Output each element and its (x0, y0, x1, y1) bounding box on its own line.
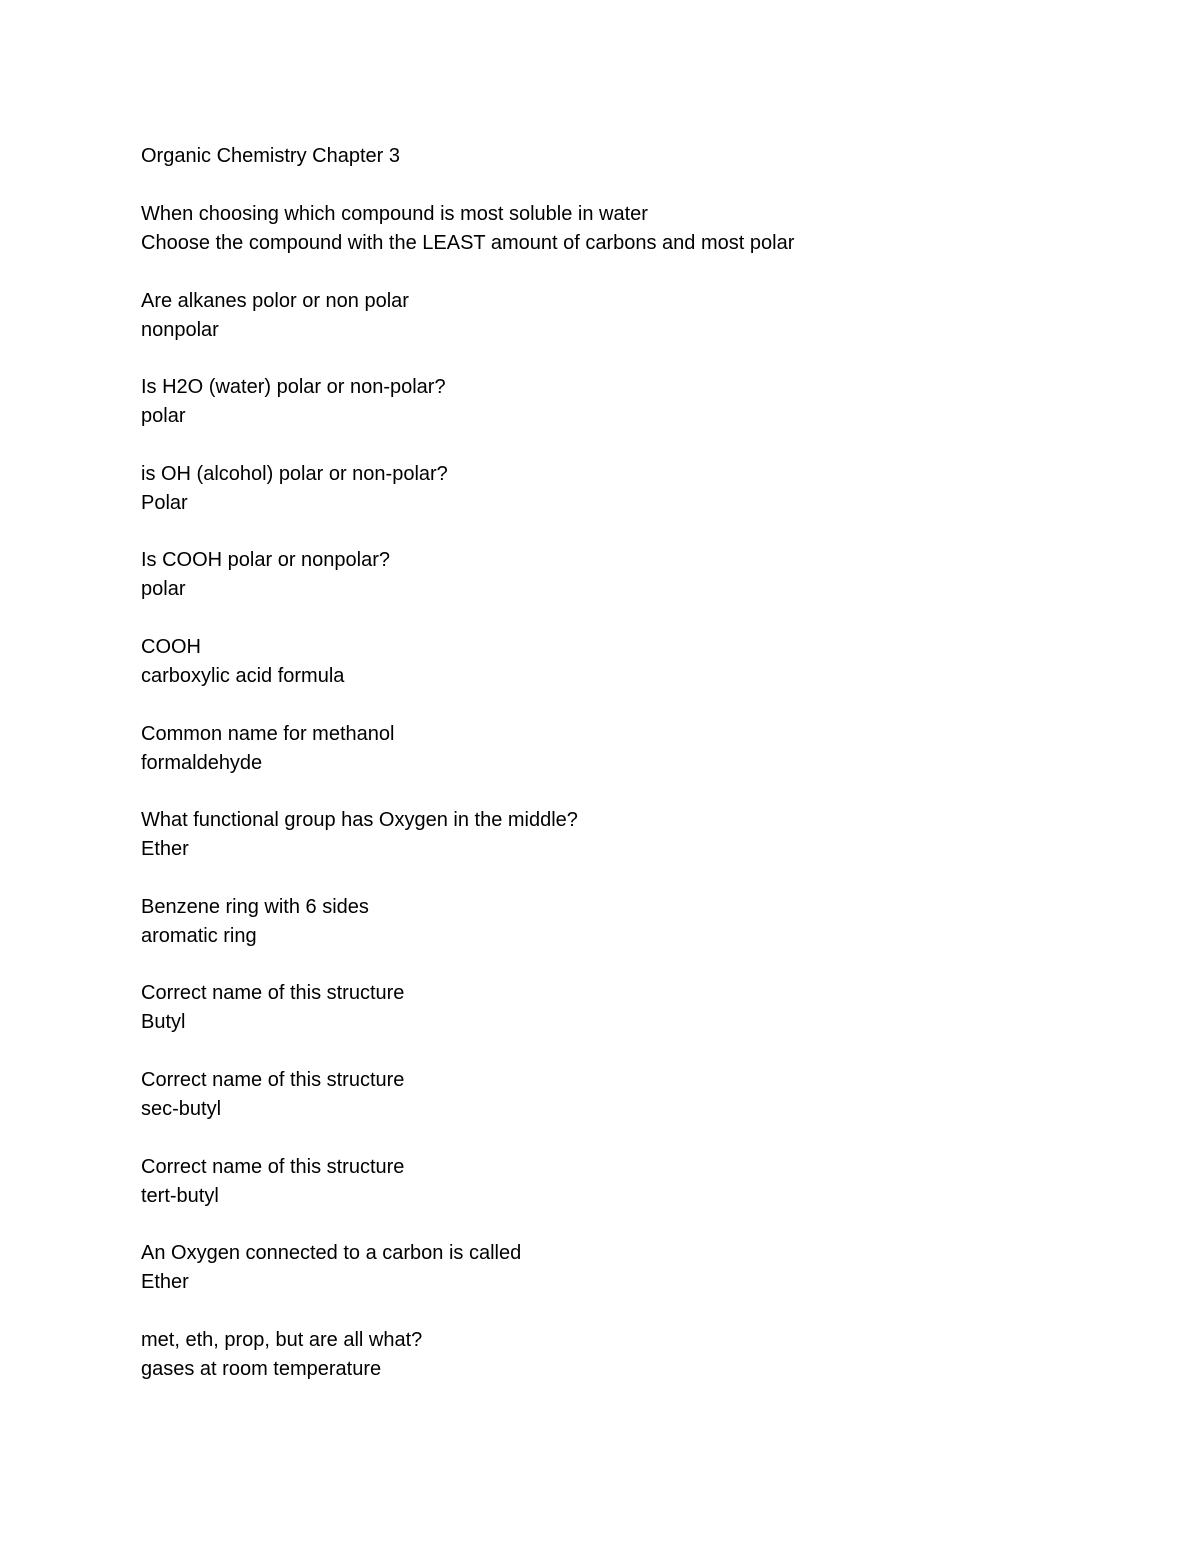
card-term: Is COOH polar or nonpolar? (141, 549, 391, 572)
card-definition: gases at room temperature (141, 1357, 382, 1380)
flashcard (141, 287, 1121, 345)
flashcard (141, 633, 1121, 691)
card-term: is OH (alcohol) polar or non-polar? (141, 462, 448, 485)
card-term: met, eth, prop, but are all what? (141, 1328, 423, 1351)
card-term: Correct name of this structure (141, 982, 405, 1005)
card-term: Correct name of this structure (141, 1155, 405, 1178)
card-term: Are alkanes polor or non polar (141, 289, 409, 312)
card-definition: aromatic ring (141, 924, 257, 947)
card-definition: Choose the compound with the LEAST amount of carbons and most polar (141, 232, 795, 254)
document-content (141, 142, 1121, 1412)
card-definition: carboxylic acid formula (141, 664, 345, 687)
card-definition: polar (141, 578, 186, 601)
flashcard (141, 893, 1121, 951)
card-term: An Oxygen connected to a carbon is called (141, 1242, 522, 1265)
card-definition: Butyl (141, 1011, 186, 1034)
card-term: Correct name of this structure (141, 1068, 405, 1091)
flashcard (141, 720, 1121, 778)
flashcard (141, 979, 1121, 1037)
flashcard (141, 1239, 1121, 1297)
card-definition: sec-butyl (141, 1097, 222, 1120)
card-definition: Polar (141, 491, 188, 514)
document-title: Organic Chemistry Chapter 3 (141, 145, 400, 167)
flashcard (141, 546, 1121, 604)
card-definition: polar (141, 405, 186, 428)
card-definition: tert-butyl (141, 1184, 219, 1207)
flashcard (141, 1066, 1121, 1124)
card-term: Common name for methanol (141, 722, 395, 745)
flashcard (141, 1326, 1121, 1384)
flashcard (141, 373, 1121, 431)
flashcard (141, 200, 1121, 258)
flashcard (141, 1153, 1121, 1211)
card-term: Is H2O (water) polar or non-polar? (141, 376, 446, 399)
card-term: Benzene ring with 6 sides (141, 895, 369, 918)
card-term: When choosing which compound is most soluble in water (141, 203, 648, 225)
card-definition: Ether (141, 838, 189, 861)
card-definition: formaldehyde (141, 751, 263, 774)
card-term: What functional group has Oxygen in the middle? (141, 809, 578, 832)
flashcard (141, 806, 1121, 864)
flashcard (141, 460, 1121, 518)
card-term: COOH (141, 635, 201, 658)
card-definition: Ether (141, 1271, 189, 1294)
card-definition: nonpolar (141, 318, 219, 341)
